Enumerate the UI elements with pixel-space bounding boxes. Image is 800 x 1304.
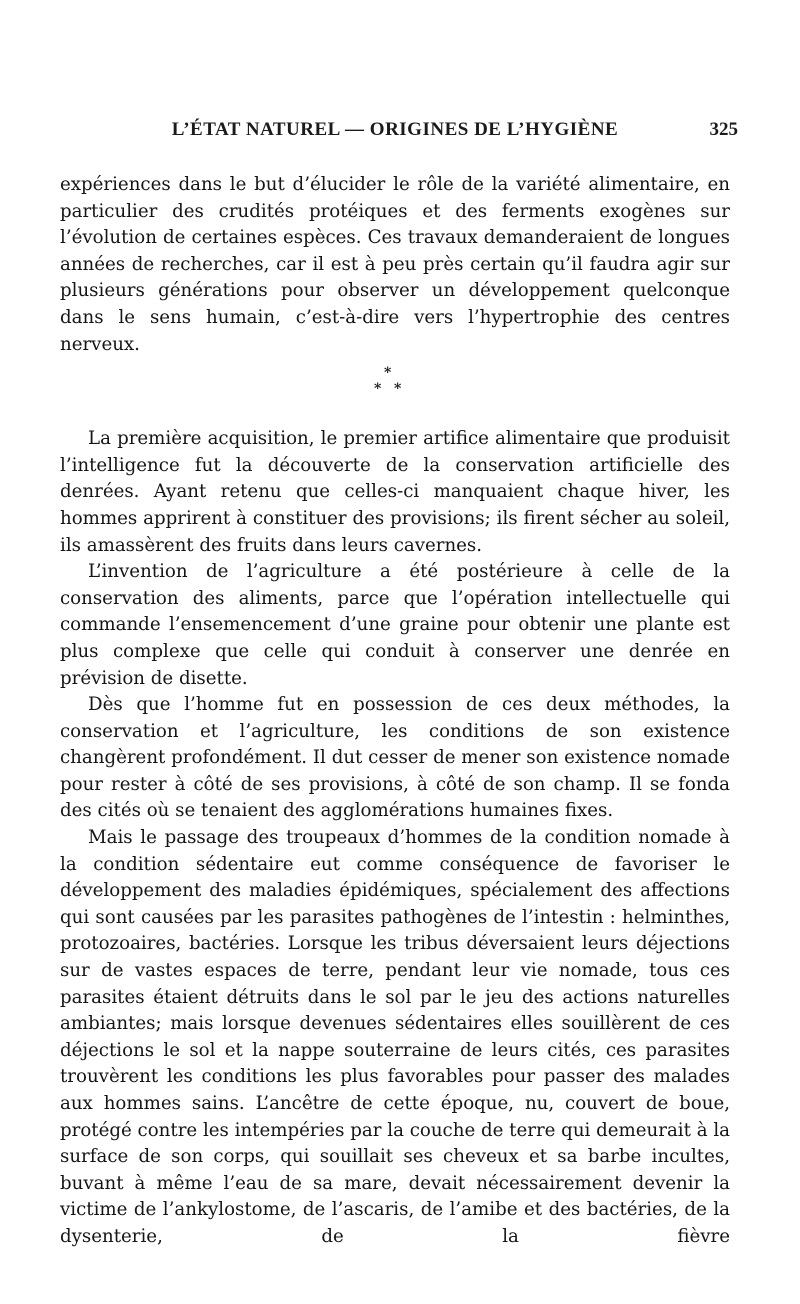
page-number: 325 — [709, 119, 738, 140]
running-head — [60, 119, 738, 145]
paragraph-epidemics: Mais le passage des troupeaux d’hommes de la condition nomade à la condition sédentaire eut comme conséquence de favoriser le développement des maladies épidémiques, spécialement des affections qui sont causées par les parasites pathogènes de l’intestin : helminthes, protozoaires, bactéries. Lorsque les tribus déversaient leurs déjections sur de vastes espaces de terre, pendant leur vie nomade, tous ces parasites étaient détruits dans le sol par le jeu des actions naturelles ambiantes; mais lorsque devenues sédentaires elles souillèrent de ces déjections le sol et la nappe souterraine de leurs cités, ces parasites trouvèrent les conditions les plus favorables pour passer des malades aux hommes sains. L’ancêtre de cette époque, nu, couvert de boue, protégé contre les intempéries par la couche de terre qui demeurait à la surface de son corps, qui souillait ses cheveux et sa barbe incultes, buvant à même l’eau de sa mare, devait nécessairement devenir la victime de l’ankylostome, de l’ascaris, de l’amibe et des bactéries, de la dysenterie, de la fièvre — [60, 827, 730, 1247]
paragraph-sedentary-life: Dès que l’homme fut en possession de ces deux méthodes, la conservation et l’agriculture, les conditions de son existence changèrent profondément. Il dut cesser de mener son existence nomade pour rester à côté de ses provisions, à côté de son champ. Il se fonda des cités où se tenaient des agglomérations humaines fixes. — [60, 694, 730, 822]
asterism-star-left: * — [374, 381, 382, 398]
paragraph-agriculture: L’invention de l’agriculture a été postérieure à celle de la conservation des aliments, parce que l’opération intellectuelle qui commande l’ensemencement d’une graine pour obtenir une plante est plus complexe que celle qui conduit à conserver une denrée en prévision de disette. — [60, 561, 730, 689]
section-break-asterism — [60, 360, 730, 414]
running-title: L’ÉTAT NATUREL — ORIGINES DE L’HYGIÈNE — [171, 119, 619, 140]
asterism-star-right: * — [394, 381, 402, 398]
paragraph-first-acquisition: La première acquisition, le premier artifice alimentaire que produisit l’intelligence fut la découverte de la conservation artificielle des denrées. Ayant retenu que celles-ci manquaient chaque hiver, les hommes apprirent à constituer des provisions; ils firent sécher au soleil, ils amassèrent des fruits dans leurs cavernes. — [60, 428, 730, 556]
body-text — [60, 172, 730, 1251]
paragraph-continued: expériences dans le but d’élucider le rôle de la variété alimentaire, en particulier des crudités protéiques et des ferments exogènes sur l’évolution de certaines espèces. Ces travaux demanderaient de longues années de recherches, car il est à peu près certain qu’il faudra agir sur plusieurs générations pour observer un développement quelconque dans le sens humain, c’est-à-dire vers l’hypertrophie des centres nerveux. — [60, 174, 730, 355]
asterism-star-top: * — [384, 365, 392, 382]
